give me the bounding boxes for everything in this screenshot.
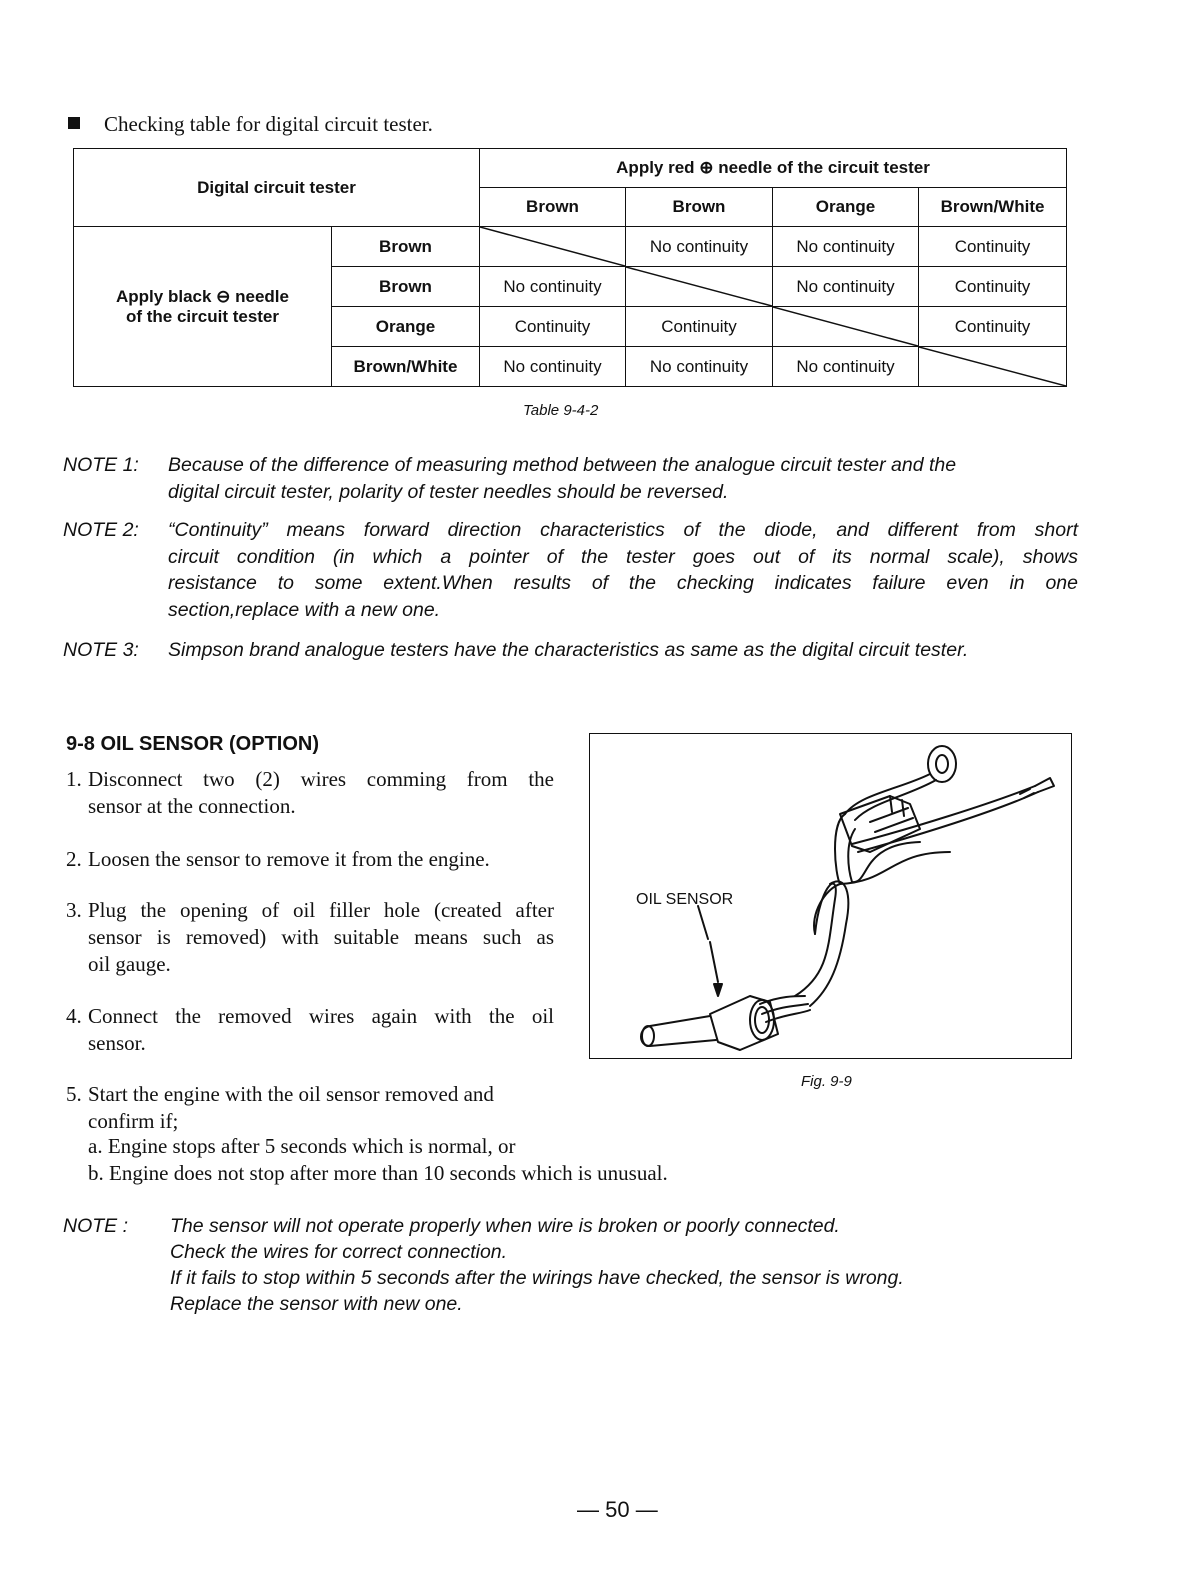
intro-line: [68, 112, 433, 137]
step-line: sensor.: [88, 1031, 146, 1055]
note-label: NOTE 3:: [63, 639, 139, 661]
step-line: Start the engine with the oil sensor removed and: [88, 1082, 494, 1106]
step-number: 2.: [66, 847, 82, 871]
step-text: [88, 846, 554, 873]
diagonal-cell: [919, 347, 1067, 387]
note-body: [168, 637, 1078, 664]
table-cell: No continuity: [626, 347, 773, 387]
checking-table: [73, 148, 1066, 386]
step-line: confirm if;: [88, 1109, 179, 1133]
sub-item-b: b. Engine does not stop after more than 10 seconds which is unusual.: [88, 1161, 668, 1185]
note-line: section,replace with a new one.: [168, 598, 441, 621]
table-cell: Continuity: [919, 307, 1067, 347]
table-caption: Table 9-4-2: [523, 402, 599, 419]
note-label: NOTE :: [63, 1215, 129, 1237]
table-cell: No continuity: [480, 347, 626, 387]
step-line: Disconnect two (2) wires comming from the: [88, 767, 554, 791]
table-cell: No continuity: [773, 267, 919, 307]
step-line: Connect the removed wires again with the oil: [88, 1004, 554, 1028]
note-body: [168, 517, 1078, 623]
note-body: [168, 452, 1078, 505]
note-label: NOTE 1:: [63, 454, 139, 476]
row-header: Orange: [332, 307, 480, 347]
note-body: [170, 1213, 1080, 1317]
red-needle-header: Apply red ⊕ needle of the circuit tester: [480, 149, 1067, 188]
note-label: NOTE 2:: [63, 519, 139, 541]
note-line: resistance to some extent.When results of the checking indicates failure even in one: [168, 572, 1078, 594]
row-header: Brown: [332, 227, 480, 267]
step-number: 3.: [66, 898, 82, 922]
table-cell: No continuity: [626, 227, 773, 267]
row-header: Brown: [332, 267, 480, 307]
step-number: 5.: [66, 1082, 82, 1106]
table-cell: Continuity: [626, 307, 773, 347]
note-line: The sensor will not operate properly when wire is broken or poorly connected.: [170, 1215, 840, 1237]
diagonal-cell: [480, 227, 626, 267]
note-line: digital circuit tester, polarity of tester needles should be reversed.: [168, 480, 729, 503]
figure-caption: Fig. 9-9: [801, 1073, 852, 1090]
diagonal-cell: [626, 267, 773, 307]
section-title: 9-8 OIL SENSOR (OPTION): [66, 733, 319, 755]
column-header: Brown: [626, 188, 773, 227]
step-text: [88, 1003, 554, 1057]
figure-label: OIL SENSOR: [636, 891, 734, 908]
sub-item-a: a. Engine stops after 5 seconds which is normal, or: [88, 1134, 516, 1158]
step-text: [88, 897, 554, 978]
step-number: 4.: [66, 1004, 82, 1028]
square-bullet-icon: [68, 117, 80, 129]
table-cell: Continuity: [480, 307, 626, 347]
step-line: oil gauge.: [88, 952, 171, 976]
black-needle-header-line2: of the circuit tester: [125, 306, 280, 326]
table-cell: No continuity: [480, 267, 626, 307]
row-header: Brown/White: [332, 347, 480, 387]
step-number: 1.: [66, 767, 82, 791]
corner-label: Digital circuit tester: [74, 149, 480, 227]
diagonal-cell: [773, 307, 919, 347]
step-line: Plug the opening of oil filler hole (created after: [88, 898, 554, 922]
note-line: If it fails to stop within 5 seconds after the wirings have checked, the sensor is wrong.: [170, 1267, 904, 1289]
note-line: circuit condition (in which a pointer of the tester goes out of its normal scale), shows: [168, 545, 1078, 568]
black-needle-header: [74, 227, 332, 387]
black-needle-header-line1: Apply black ⊖ needle: [116, 286, 289, 306]
table-cell: No continuity: [773, 347, 919, 387]
note-line: Simpson brand analogue testers have the characteristics as same as the digital circuit tester.: [168, 639, 969, 661]
page-number: — 50 —: [577, 1497, 658, 1522]
table-cell: No continuity: [773, 227, 919, 267]
note-line: Check the wires for correct connection.: [170, 1241, 508, 1263]
step-text: [88, 766, 554, 820]
step-line: sensor is removed) with suitable means such as: [88, 925, 554, 949]
column-header: Orange: [773, 188, 919, 227]
table-cell: Continuity: [919, 227, 1067, 267]
oil-sensor-figure: [589, 733, 1072, 1059]
table-cell: Continuity: [919, 267, 1067, 307]
column-header: Brown: [480, 188, 626, 227]
intro-text: Checking table for digital circuit tester.: [104, 112, 433, 136]
step-line: Loosen the sensor to remove it from the engine.: [88, 847, 490, 871]
note-line: Because of the difference of measuring method between the analogue circuit tester and the: [168, 454, 957, 476]
note-line: Replace the sensor with new one.: [170, 1293, 463, 1315]
step-line: sensor at the connection.: [88, 794, 296, 818]
column-header: Brown/White: [919, 188, 1067, 227]
step-text: [88, 1081, 568, 1135]
note-line: “Continuity” means forward direction characteristics of the diode, and different from short: [168, 519, 1078, 541]
oil-sensor-illustration: [590, 734, 1070, 1056]
